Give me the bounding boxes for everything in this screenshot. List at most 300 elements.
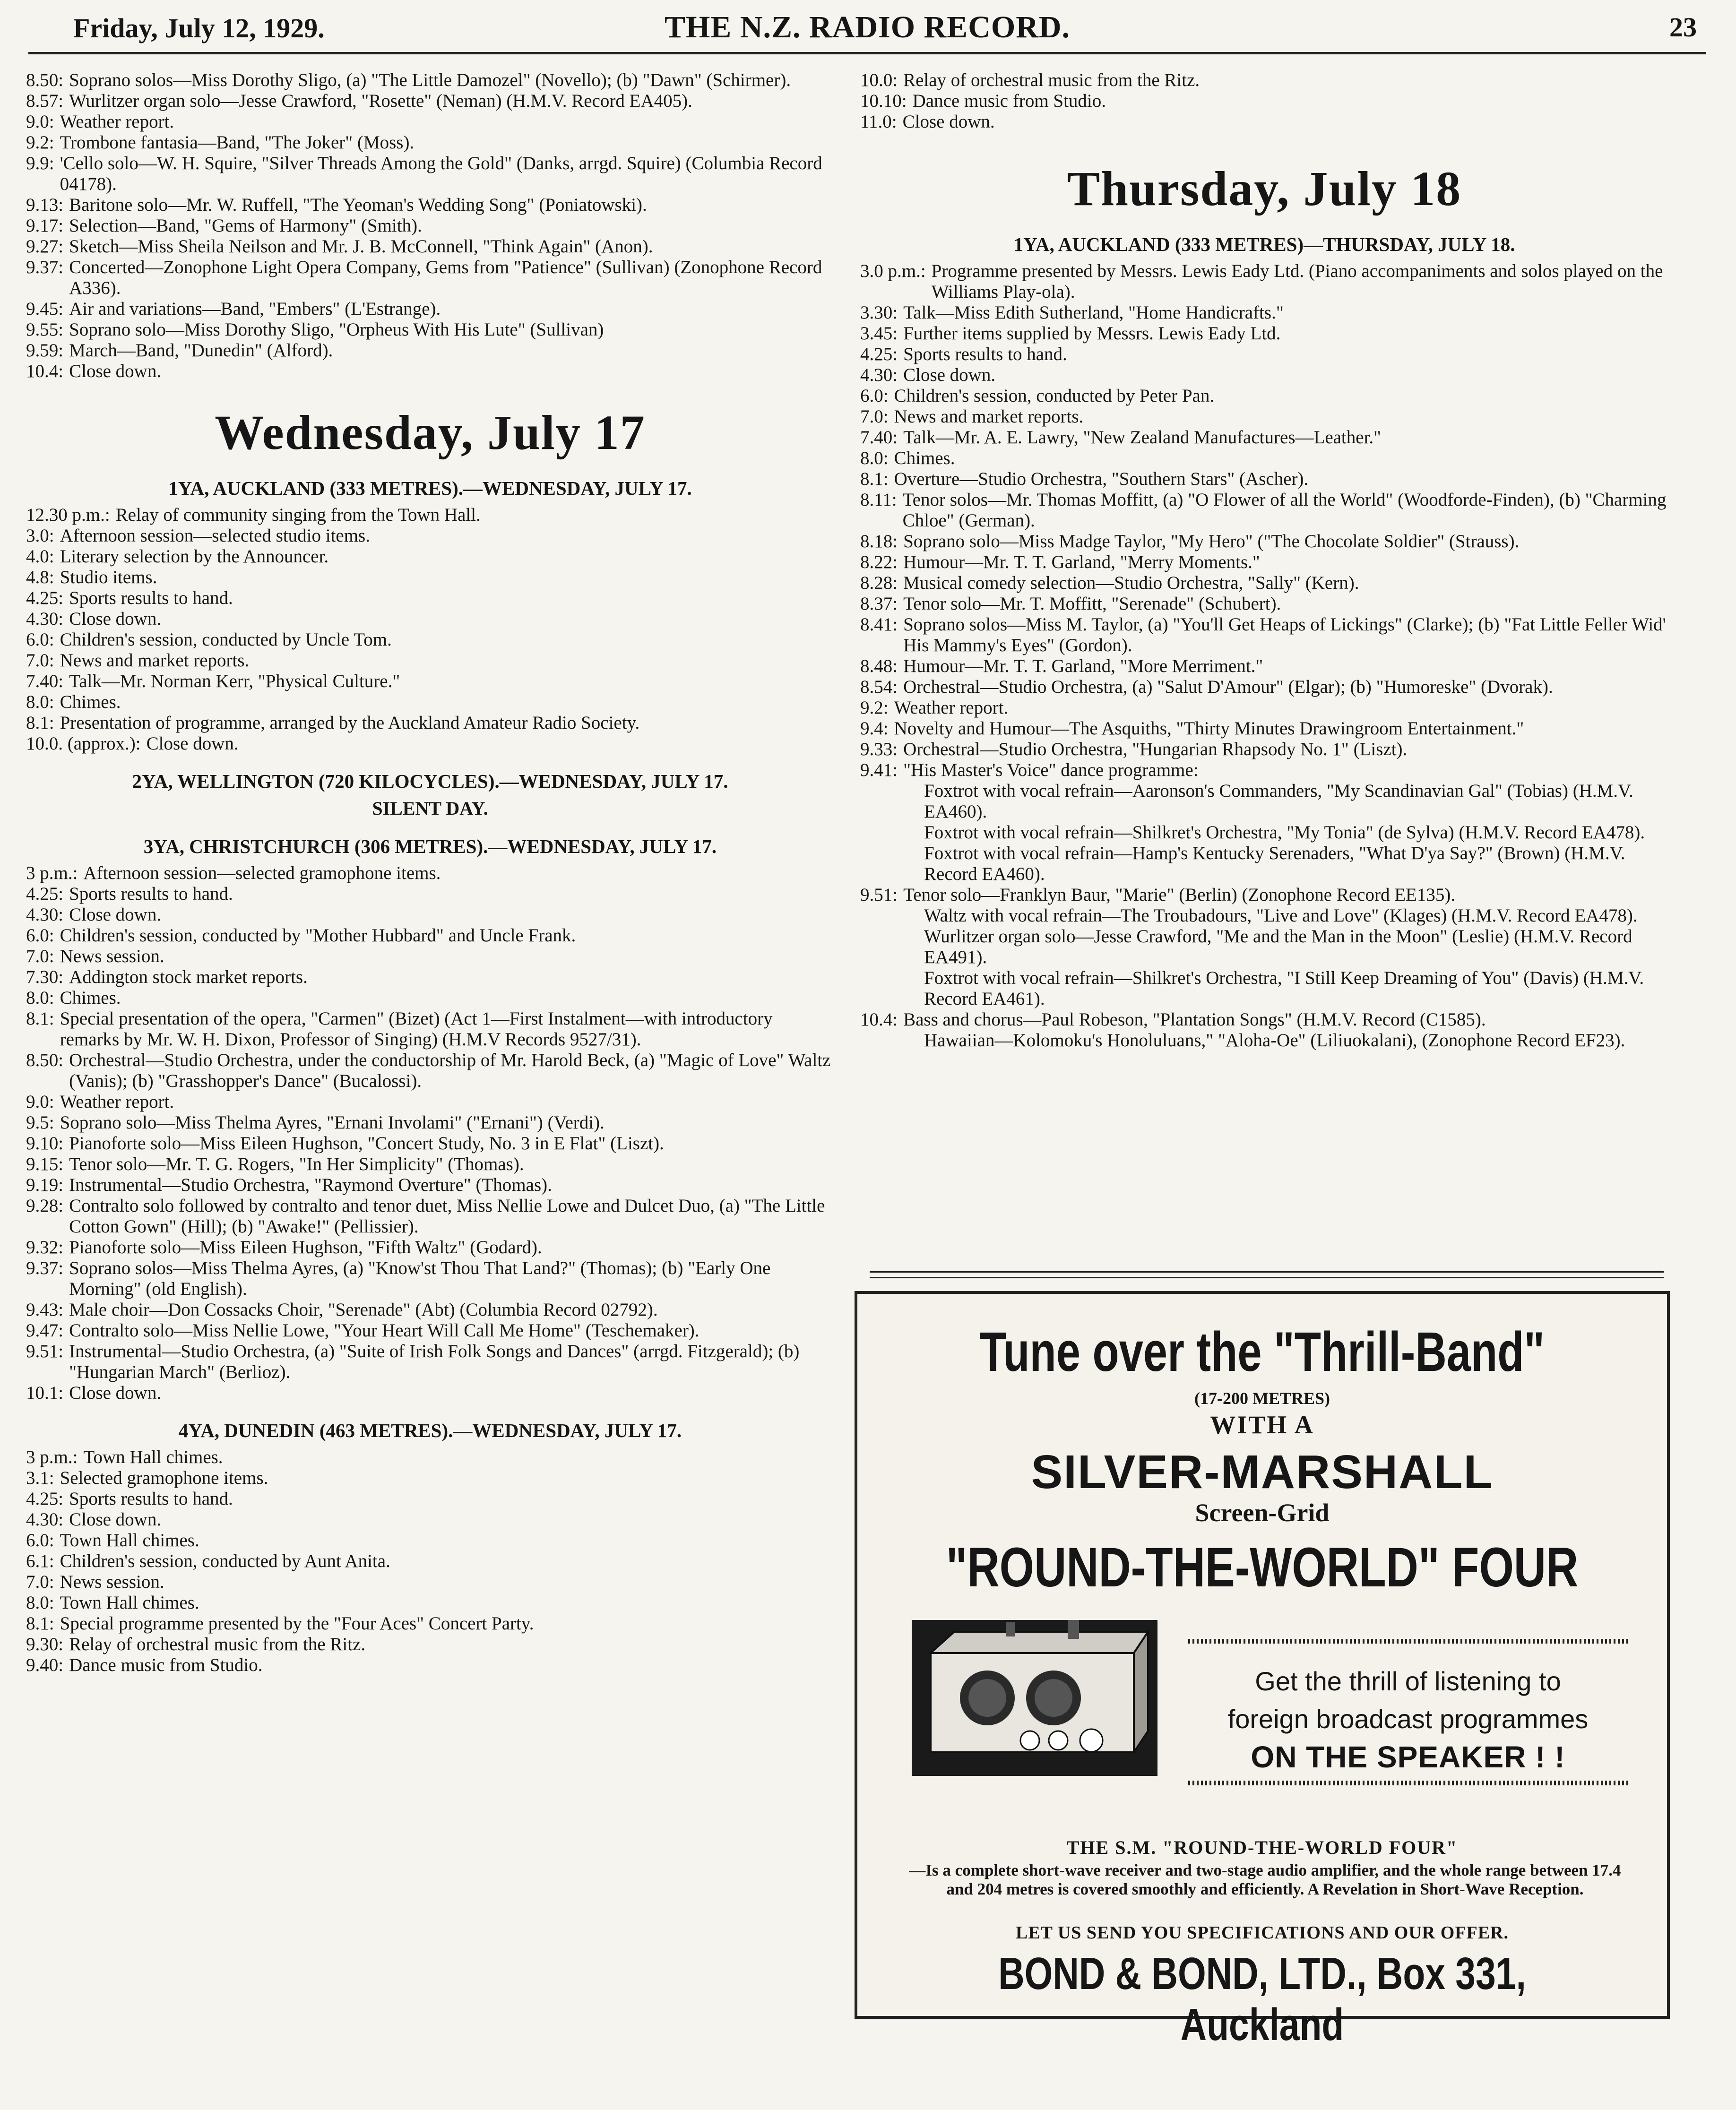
programme-item-text: Wurlitzer organ solo—Jesse Crawford, "Rosette" (Neman) (H.M.V. Record EA405). (69, 91, 692, 111)
programme-item-text: Tenor solo—Mr. T. Moffitt, "Serenade" (Schubert). (903, 594, 1281, 614)
programme-time: 7.0: (26, 946, 54, 966)
programme-item-text: Town Hall chimes. (83, 1447, 223, 1467)
programme-entry (860, 885, 1668, 905)
programme-item-text: Contralto solo followed by contralto and tenor duet, Miss Nellie Lowe and Dulcet Duo, (a) "The Little Cotton Gown" (Hill); (b) "Awake!" (Pellissier). (69, 1196, 825, 1237)
programme-item-text: Relay of orchestral music from the Ritz. (69, 1634, 366, 1654)
programme-time: 3.30: (860, 302, 898, 323)
programme-entry (860, 386, 1668, 406)
programme-item-text: Children's session, conducted by Aunt Anita. (60, 1551, 390, 1571)
programme-item-text: Orchestral—Studio Orchestra, "Hungarian Rhapsody No. 1" (Liszt). (903, 739, 1408, 759)
ad-pitch-line-3: ON THE SPEAKER ! ! (1251, 1740, 1565, 1774)
programme-item-text: Children's session, conducted by "Mother Hubbard" and Uncle Frank. (60, 925, 576, 946)
station-heading-4ya-wed: 4YA, DUNEDIN (463 METRES).—WEDNESDAY, JULY 17. (178, 1420, 682, 1441)
decorative-dots-top (1188, 1639, 1628, 1644)
programme-item-text: Afternoon session—selected gramophone items. (83, 863, 441, 883)
programme-item-text: Selection—Band, "Gems of Harmony" (Smith). (69, 215, 422, 236)
programme-time: 10.4: (860, 1009, 898, 1030)
programme-time: 3 p.m.: (26, 1447, 78, 1467)
programme-time: 4.30: (26, 609, 64, 629)
programme-item-text: Bass and chorus—Paul Robeson, "Plantation Songs" (H.M.V. Record (C1585). (903, 1009, 1486, 1030)
programme-time: 4.30: (26, 1509, 64, 1530)
programme-entry (860, 1030, 1668, 1051)
programme-time: 9.47: (26, 1320, 64, 1341)
section-divider (870, 1271, 1664, 1278)
masthead (28, 9, 1706, 54)
programme-item-text: Soprano solo—Miss Thelma Ayres, "Ernani Involami" ("Ernani") (Verdi). (60, 1112, 605, 1133)
programme-item-text: Presentation of programme, arranged by the Auckland Amateur Radio Society. (60, 713, 640, 733)
programme-entry (26, 567, 834, 588)
programme-item-text: Orchestral—Studio Orchestra, (a) "Salut D'Amour" (Elgar); (b) "Humoreske" (Dvorak). (903, 677, 1553, 697)
programme-item-text: Close down. (69, 904, 162, 925)
programme-item-text: Special programme presented by the "Four Aces" Concert Party. (60, 1613, 534, 1634)
programme-item-text: Pianoforte solo—Miss Eileen Hughson, "Fifth Waltz" (Godard). (69, 1237, 542, 1257)
programme-entry (26, 967, 834, 988)
issue-date: Friday, July 12, 1929. (73, 13, 325, 43)
ad-pitch (1188, 1662, 1628, 1776)
programme-entry (26, 1509, 834, 1530)
programme-entry (26, 1530, 834, 1551)
right-column (860, 70, 1668, 1051)
programme-entry (26, 525, 834, 546)
programme-entry (26, 91, 834, 112)
programme-entry (26, 904, 834, 925)
programme-time: 10.10: (860, 91, 907, 111)
left-column (26, 70, 834, 1676)
programme-entry (26, 1655, 834, 1676)
programme-entry (26, 1613, 834, 1634)
programme-item-text: Baritone solo—Mr. W. Ruffell, "The Yeoman's Wedding Song" (Poniatowski). (69, 195, 647, 215)
programme-entry (26, 1258, 834, 1300)
programme-item-text: Sketch—Miss Sheila Neilson and Mr. J. B. McConnell, "Think Again" (Anon). (69, 236, 653, 257)
programme-time: 10.1: (26, 1383, 64, 1403)
programme-time: 8.0: (26, 692, 54, 712)
programme-entry (860, 718, 1668, 739)
programme-time: 9.10: (26, 1133, 64, 1154)
programme-entry (860, 614, 1668, 656)
programme-time: 4.25: (860, 344, 898, 364)
programme-time: 8.11: (860, 490, 897, 510)
programme-entry (26, 1133, 834, 1154)
programme-item-text: Talk—Mr. A. E. Lawry, "New Zealand Manufactures—Leather." (903, 427, 1382, 448)
programme-item-text: Foxtrot with vocal refrain—Shilkret's Orchestra, "I Still Keep Dreaming of You" (Davis) (H.M.V. Record EA461). (924, 968, 1644, 1009)
programme-item-text: Foxtrot with vocal refrain—Aaronson's Commanders, "My Scandinavian Gal" (Tobias) (H.M.V. EA460). (924, 781, 1633, 822)
programme-time: 9.15: (26, 1154, 64, 1174)
station-heading-3ya-wed: 3YA, CHRISTCHURCH (306 METRES).—WEDNESDAY, JULY 17. (143, 835, 717, 857)
ad-subtitle: THE S.M. "ROUND-THE-WORLD FOUR" (1066, 1837, 1458, 1858)
programme-item-text: Contralto solo—Miss Nellie Lowe, "Your Heart Will Call Me Home" (Teschemaker). (69, 1320, 700, 1341)
ad-pitch-line-2: foreign broadcast programmes (1227, 1704, 1589, 1734)
programme-entry (26, 1196, 834, 1237)
programme-entry (860, 427, 1668, 448)
programme-item-text: Instrumental—Studio Orchestra, (a) "Suite of Irish Folk Songs and Dances" (arrgd. Fitzgerald); (b) "Hungarian March" (Berlioz). (69, 1341, 800, 1382)
programme-item-text: Special presentation of the opera, "Carmen" (Bizet) (Act 1—First Instalment—with introductory remarks by Mr. W. H. Dixon, Professor of Singing) (H.M.V Records 9527/31). (60, 1008, 773, 1050)
programme-entry (26, 1154, 834, 1175)
programme-item-text: Close down. (902, 112, 995, 132)
programme-entry (26, 132, 834, 153)
programme-time: 3.0: (26, 525, 54, 546)
programme-time: 9.2: (26, 132, 54, 153)
programme-item-text: Waltz with vocal refrain—The Troubadours, "Live and Love" (Klages) (H.M.V. Record EA478). (924, 905, 1638, 926)
programme-time: 7.30: (26, 967, 64, 987)
advertisement-silver-marshall (855, 1291, 1670, 2050)
decorative-dots-bottom (1188, 1781, 1628, 1785)
programme-entry (26, 713, 834, 733)
programme-time: 4.25: (26, 1489, 64, 1509)
programme-time: 11.0: (860, 112, 897, 132)
programme-entry (860, 822, 1668, 843)
silent-day-note: SILENT DAY. (372, 798, 488, 819)
programme-item-text: Studio items. (60, 567, 157, 587)
programme-item-text: Close down. (69, 1383, 162, 1403)
programme-list-4ya-wed (26, 1447, 834, 1676)
programme-item-text: Foxtrot with vocal refrain—Shilkret's Orchestra, "My Tonia" (de Sylva) (H.M.V. Record EA478). (924, 822, 1645, 843)
page-number: 23 (1669, 12, 1697, 43)
programme-time: 8.1: (26, 1008, 54, 1029)
programme-time: 10.0: (860, 70, 898, 90)
programme-entry (26, 609, 834, 629)
programme-time: 8.22: (860, 552, 898, 572)
programme-time: 9.27: (26, 236, 64, 257)
programme-time: 7.0: (860, 406, 889, 427)
programme-entry (26, 1237, 834, 1258)
programme-time: 3.0 p.m.: (860, 261, 926, 281)
programme-entry (860, 302, 1668, 323)
programme-entry (26, 112, 834, 132)
programme-entry (860, 677, 1668, 698)
programme-list-3ya-wed (26, 863, 834, 1404)
programme-time: 6.0: (26, 925, 54, 946)
programme-item-text: Concerted—Zonophone Light Opera Company, Gems from "Patience" (Sullivan) (Zonophone Record A336). (69, 257, 822, 298)
programme-time: 9.43: (26, 1300, 64, 1320)
programme-entry (26, 361, 834, 382)
programme-item-text: Pianoforte solo—Miss Eileen Hughson, "Concert Study, No. 3 in E Flat" (Liszt). (69, 1133, 664, 1154)
programme-entry (860, 905, 1668, 926)
programme-time: 9.0: (26, 112, 54, 132)
programme-item-text: Soprano solos—Miss M. Taylor, (a) "You'll Get Heaps of Lickings" (Clarke); (b) "Fat Little Feller Wid' His Mammy's Eyes" (Gordon). (903, 614, 1666, 655)
programme-time: 9.55: (26, 319, 64, 340)
programme-entry (860, 1009, 1668, 1030)
programme-item-text: Close down. (69, 361, 162, 381)
programme-time: 8.41: (860, 614, 898, 635)
programme-time: 10.0. (approx.): (26, 733, 141, 754)
programme-entry (26, 884, 834, 904)
programme-time: 9.33: (860, 739, 898, 759)
programme-entry (26, 946, 834, 967)
programme-entry (860, 739, 1668, 760)
programme-time: 9.51: (860, 885, 898, 905)
programme-time: 7.0: (26, 650, 54, 671)
programme-item-text: News and market reports. (894, 406, 1084, 427)
programme-entry (26, 340, 834, 361)
programme-entry (26, 505, 834, 525)
programme-time: 9.41: (860, 760, 898, 780)
programme-time: 9.2: (860, 698, 889, 718)
programme-item-text: Sports results to hand. (69, 884, 233, 904)
programme-entry (26, 546, 834, 567)
programme-time: 3.45: (860, 323, 898, 344)
programme-time: 7.0: (26, 1572, 54, 1592)
day-title-wednesday: Wednesday, July 17 (215, 405, 646, 460)
programme-entry (26, 1383, 834, 1404)
ad-with: WITH A (1210, 1411, 1314, 1439)
programme-entry (26, 671, 834, 692)
programme-entry (26, 629, 834, 650)
ad-product: "ROUND-THE-WORLD" FOUR (946, 1536, 1579, 1599)
programme-entry (26, 153, 834, 195)
programme-entry (26, 1112, 834, 1133)
programme-item-text: Selected gramophone items. (60, 1468, 268, 1488)
programme-item-text: Foxtrot with vocal refrain—Hamp's Kentucky Serenaders, "What D'ya Say?" (Brown) (H.M.V. Record EA460). (924, 843, 1625, 884)
programme-time: 4.25: (26, 884, 64, 904)
programme-entry (860, 70, 1668, 91)
programme-entry (26, 1489, 834, 1509)
programme-item-text: Tenor solos—Mr. Thomas Moffitt, (a) "O Flower of all the World" (Woodforde-Finden), (b) "Charming Chloe" (German). (902, 490, 1667, 531)
programme-entry (26, 257, 834, 299)
programme-time: 8.50: (26, 1050, 64, 1070)
programme-item-text: Soprano solos—Miss Dorothy Sligo, (a) "The Little Damozel" (Novello); (b) "Dawn" (Schirmer). (69, 70, 791, 90)
radio-receiver-illustration (912, 1620, 1157, 1776)
day-title-thursday: Thursday, July 18 (1067, 162, 1462, 216)
programme-entry (26, 1175, 834, 1196)
ad-description: —Is a complete short-wave receiver and two-stage audio amplifier, and the whole range between 17.4 and 204 metres is covered smoothly and efficiently. A Revelation in Short-Wave Reception. (909, 1861, 1621, 1898)
station-heading-1ya-thu: 1YA, AUCKLAND (333 METRES)—THURSDAY, JULY 18. (1013, 233, 1515, 255)
ad-pitch-line-1: Get the thrill of listening to (1255, 1666, 1561, 1696)
programme-time: 9.59: (26, 340, 64, 361)
ad-brand: SILVER-MARSHALL (1031, 1446, 1494, 1499)
programme-item-text: News session. (60, 946, 164, 966)
programme-item-text: Talk—Mr. Norman Kerr, "Physical Culture." (69, 671, 400, 691)
programme-item-text: Humour—Mr. T. T. Garland, "More Merriment." (903, 656, 1263, 676)
programme-entry (860, 968, 1668, 1009)
programme-entry (26, 1092, 834, 1112)
programme-item-text: Programme presented by Messrs. Lewis Eady Ltd. (Piano accompaniments and solos played on the Williams Play-ola). (931, 261, 1663, 302)
programme-item-text: Sports results to hand. (69, 1489, 233, 1509)
programme-list-1ya-wed (26, 505, 834, 754)
programme-time: 6.0: (26, 629, 54, 650)
programme-time: 6.0: (26, 1530, 54, 1550)
programme-time: 9.19: (26, 1175, 64, 1195)
programme-entry (26, 863, 834, 884)
programme-item-text: Musical comedy selection—Studio Orchestra, "Sally" (Kern). (903, 573, 1359, 593)
programme-item-text: Orchestral—Studio Orchestra, under the conductorship of Mr. Harold Beck, (a) "Magic of Love" Waltz (Vanis); (b) "Grasshopper's Dance" (Bucalossi). (69, 1050, 831, 1091)
ad-advertiser: BOND & BOND, LTD., Box 331, Auckland (998, 1948, 1526, 2050)
programme-list-1ya-thu (860, 261, 1668, 1051)
programme-entry (26, 1572, 834, 1593)
programme-time: 9.28: (26, 1196, 64, 1216)
programme-entry (26, 733, 834, 754)
programme-time: 4.30: (860, 365, 898, 385)
programme-entry (26, 1634, 834, 1655)
programme-continued-list (26, 70, 834, 382)
programme-item-text: Tenor solo—Mr. T. G. Rogers, "In Her Simplicity" (Thomas). (69, 1154, 524, 1174)
programme-entry (26, 195, 834, 215)
programme-time: 6.1: (26, 1551, 54, 1571)
programme-time: 3 p.m.: (26, 863, 78, 883)
programme-time: 7.40: (26, 671, 64, 691)
programme-entry (860, 323, 1668, 344)
programme-item-text: Soprano solo—Miss Madge Taylor, "My Hero" ("The Chocolate Soldier" (Strauss). (903, 531, 1520, 551)
programme-item-text: "His Master's Voice" dance programme: (903, 760, 1199, 780)
programme-entry (860, 656, 1668, 677)
programme-time: 8.0: (26, 988, 54, 1008)
programme-item-text: Soprano solos—Miss Thelma Ayres, (a) "Know'st Thou That Land?" (Thomas); (b) "Early One Morning" (old English). (69, 1258, 771, 1299)
programme-time: 8.54: (860, 677, 898, 697)
programme-time: 9.4: (860, 718, 889, 739)
programme-item-text: Chimes. (60, 988, 121, 1008)
programme-time: 9.51: (26, 1341, 64, 1361)
programme-time: 8.48: (860, 656, 898, 676)
station-heading-2ya-wed: 2YA, WELLINGTON (720 KILOCYCLES).—WEDNESDAY, JULY 17. (132, 770, 728, 792)
programme-entry (860, 91, 1668, 112)
programme-time: 12.30 p.m.: (26, 505, 110, 525)
programme-entry (26, 925, 834, 946)
programme-entry (860, 552, 1668, 573)
programme-item-text: Weather report. (60, 1092, 174, 1112)
programme-entry (860, 698, 1668, 718)
programme-time: 8.0: (26, 1593, 54, 1613)
programme-entry (26, 299, 834, 319)
programme-entry (26, 319, 834, 340)
programme-item-text: Hawaiian—Kolomoku's Honoluluans," "Aloha-Oe" (Liliuokalani), (Zonophone Record EF23). (924, 1030, 1625, 1051)
ad-offer: LET US SEND YOU SPECIFICATIONS AND OUR OFFER. (1015, 1923, 1509, 1943)
newspaper-title: THE N.Z. RADIO RECORD. (664, 10, 1071, 44)
programme-item-text: Close down. (69, 609, 162, 629)
programme-item-text: 'Cello solo—W. H. Squire, "Silver Threads Among the Gold" (Danks, arrgd. Squire) (Columbia Record 04178). (60, 153, 822, 194)
programme-entry (26, 1320, 834, 1341)
programme-item-text: Relay of community singing from the Town Hall. (115, 505, 481, 525)
programme-entry (26, 588, 834, 609)
programme-time: 9.37: (26, 257, 64, 277)
programme-item-text: March—Band, "Dunedin" (Alford). (69, 340, 333, 361)
programme-entry (860, 261, 1668, 302)
programme-entry (26, 1447, 834, 1468)
programme-entry (860, 926, 1668, 968)
programme-entry (26, 692, 834, 713)
programme-entry (860, 594, 1668, 614)
programme-time: 4.0: (26, 546, 54, 567)
programme-time: 9.9: (26, 153, 54, 173)
programme-item-text: Overture—Studio Orchestra, "Southern Stars" (Ascher). (894, 469, 1309, 489)
programme-item-text: Afternoon session—selected studio items. (60, 525, 370, 546)
programme-time: 9.30: (26, 1634, 64, 1654)
programme-entry (26, 1551, 834, 1572)
programme-entry (26, 1008, 834, 1050)
programme-item-text: Literary selection by the Announcer. (60, 546, 329, 567)
programme-item-text: Talk—Miss Edith Sutherland, "Home Handicrafts." (903, 302, 1284, 323)
programme-item-text: Dance music from Studio. (912, 91, 1106, 111)
programme-continued-list-right (860, 70, 1668, 132)
programme-item-text: Humour—Mr. T. T. Garland, "Merry Moments." (903, 552, 1260, 572)
programme-time: 4.30: (26, 904, 64, 925)
programme-entry (26, 70, 834, 91)
programme-time: 8.28: (860, 573, 898, 593)
programme-time: 10.4: (26, 361, 64, 381)
programme-item-text: Sports results to hand. (69, 588, 233, 608)
programme-item-text: Further items supplied by Messrs. Lewis Eady Ltd. (903, 323, 1281, 344)
programme-item-text: Children's session, conducted by Uncle Tom. (60, 629, 392, 650)
programme-item-text: Town Hall chimes. (60, 1530, 199, 1550)
programme-item-text: Weather report. (60, 112, 174, 132)
programme-time: 9.0: (26, 1092, 54, 1112)
programme-time: 9.17: (26, 215, 64, 236)
programme-entry (860, 843, 1668, 885)
programme-entry (26, 1050, 834, 1092)
programme-item-text: Close down. (69, 1509, 162, 1530)
ad-screen-grid: Screen-Grid (1195, 1499, 1330, 1527)
programme-time: 8.37: (860, 594, 898, 614)
programme-entry (26, 650, 834, 671)
programme-time: 8.18: (860, 531, 898, 551)
programme-item-text: Male choir—Don Cossacks Choir, "Serenade" (Abt) (Columbia Record 02792). (69, 1300, 658, 1320)
programme-time: 8.1: (26, 1613, 54, 1634)
programme-time: 8.57: (26, 91, 64, 111)
programme-entry (26, 1593, 834, 1613)
programme-time: 8.50: (26, 70, 64, 90)
programme-item-text: Close down. (903, 365, 996, 385)
programme-time: 6.0: (860, 386, 889, 406)
programme-time: 4.25: (26, 588, 64, 608)
programme-time: 9.13: (26, 195, 64, 215)
programme-entry (26, 236, 834, 257)
programme-entry (860, 406, 1668, 427)
programme-item-text: News and market reports. (60, 650, 250, 671)
programme-entry (860, 112, 1668, 132)
programme-entry (860, 573, 1668, 594)
programme-item-text: Chimes. (60, 692, 121, 712)
programme-entry (860, 469, 1668, 490)
programme-time: 9.37: (26, 1258, 64, 1278)
programme-time: 8.1: (860, 469, 889, 489)
ad-range: (17-200 METRES) (1194, 1389, 1330, 1408)
programme-item-text: Chimes. (894, 448, 955, 468)
programme-entry (26, 1341, 834, 1383)
programme-time: 9.45: (26, 299, 64, 319)
programme-item-text: Close down. (146, 733, 239, 754)
programme-item-text: Town Hall chimes. (60, 1593, 199, 1613)
programme-item-text: Tenor solo—Franklyn Baur, "Marie" (Berlin) (Zonophone Record EE135). (903, 885, 1456, 905)
ad-headline: Tune over the "Thrill-Band" (979, 1321, 1545, 1383)
programme-time: 9.32: (26, 1237, 64, 1257)
programme-entry (860, 531, 1668, 552)
programme-item-text: Soprano solo—Miss Dorothy Sligo, "Orpheus With His Lute" (Sullivan) (69, 319, 604, 340)
programme-item-text: Sports results to hand. (903, 344, 1067, 364)
programme-entry (860, 344, 1668, 365)
programme-entry (26, 1468, 834, 1489)
programme-time: 8.1: (26, 713, 54, 733)
programme-item-text: Dance music from Studio. (69, 1655, 263, 1675)
programme-time: 8.0: (860, 448, 889, 468)
programme-item-text: News session. (60, 1572, 164, 1592)
programme-item-text: Novelty and Humour—The Asquiths, "Thirty Minutes Drawingroom Entertainment." (894, 718, 1524, 739)
programme-entry (860, 760, 1668, 781)
programme-time: 3.1: (26, 1468, 54, 1488)
programme-time: 9.40: (26, 1655, 64, 1675)
programme-item-text: Addington stock market reports. (69, 967, 308, 987)
programme-item-text: Trombone fantasia—Band, "The Joker" (Moss). (60, 132, 415, 153)
programme-entry (860, 781, 1668, 822)
programme-entry (26, 988, 834, 1008)
programme-item-text: Wurlitzer organ solo—Jesse Crawford, "Me and the Man in the Moon" (Leslie) (H.M.V. Record EA491). (924, 926, 1632, 967)
programme-item-text: Air and variations—Band, "Embers" (L'Estrange). (69, 299, 441, 319)
programme-item-text: Children's session, conducted by Peter Pan. (894, 386, 1215, 406)
programme-entry (860, 365, 1668, 386)
programme-entry (26, 215, 834, 236)
programme-entry (860, 448, 1668, 469)
programme-item-text: Relay of orchestral music from the Ritz. (903, 70, 1200, 90)
programme-item-text: Instrumental—Studio Orchestra, "Raymond Overture" (Thomas). (69, 1175, 552, 1195)
station-heading-1ya-wed: 1YA, AUCKLAND (333 METRES).—WEDNESDAY, JULY 17. (168, 477, 692, 499)
programme-entry (26, 1300, 834, 1320)
